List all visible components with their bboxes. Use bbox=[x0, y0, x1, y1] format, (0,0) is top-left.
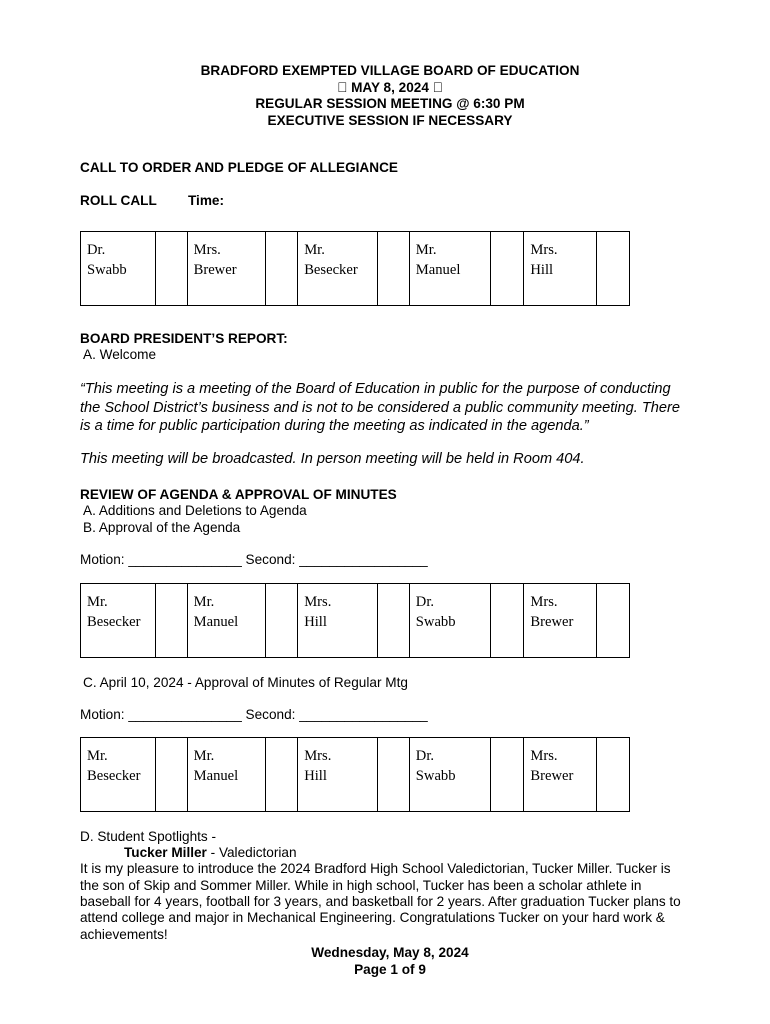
member-name: Besecker bbox=[304, 262, 358, 278]
member-name: Brewer bbox=[193, 262, 237, 278]
welcome-item: A. Welcome bbox=[83, 347, 157, 362]
roll-cell bbox=[410, 232, 491, 305]
member-name: Manuel bbox=[193, 614, 239, 630]
review-item-a: A. Additions and Deletions to Agenda bbox=[83, 503, 307, 518]
roll-cell bbox=[524, 738, 597, 811]
motion-line-1: Motion: _______________ Second: _________________ bbox=[80, 552, 428, 567]
member-title: Mrs. bbox=[304, 594, 332, 610]
roll-cell bbox=[410, 738, 491, 811]
broadcast-note: This meeting will be broadcasted. In person meeting will be held in Room 404. bbox=[80, 451, 585, 467]
vote-box bbox=[597, 232, 629, 305]
member-title: Mrs. bbox=[530, 594, 558, 610]
spotlight-body-line-5: achievements! bbox=[80, 927, 168, 942]
roll-call-label: ROLL CALL bbox=[80, 193, 157, 208]
spotlight-body-line-2: the son of Skip and Sommer Miller. While in high school, Tucker has been a scholar athlete in bbox=[80, 878, 642, 893]
vote-box bbox=[156, 232, 188, 305]
member-name: Swabb bbox=[415, 768, 456, 784]
executive-line: EXECUTIVE SESSION IF NECESSARY bbox=[267, 113, 513, 128]
roll-cell bbox=[81, 738, 156, 811]
roll-cell bbox=[524, 584, 597, 657]
vote-box bbox=[156, 738, 188, 811]
roll-call-table-1 bbox=[80, 231, 630, 306]
review-item-c: C. April 10, 2024 - Approval of Minutes of Regular Mtg bbox=[83, 675, 408, 690]
spotlight-item: D. Student Spotlights - bbox=[80, 829, 217, 844]
member-title: Dr. bbox=[87, 242, 106, 258]
vote-box bbox=[378, 738, 410, 811]
member-title: Mr. bbox=[193, 594, 215, 610]
roll-cell bbox=[188, 584, 267, 657]
student-name: Tucker Miller bbox=[124, 845, 207, 860]
vote-box bbox=[266, 232, 298, 305]
member-title: Mrs. bbox=[304, 748, 332, 764]
roll-cell bbox=[298, 738, 378, 811]
vote-box bbox=[378, 232, 410, 305]
member-name: Manuel bbox=[193, 768, 239, 784]
member-name: Besecker bbox=[87, 768, 141, 784]
roll-cell bbox=[81, 584, 156, 657]
member-name: Swabb bbox=[415, 614, 456, 630]
vote-box bbox=[378, 584, 410, 657]
vote-box bbox=[597, 738, 629, 811]
member-name: Hill bbox=[304, 768, 327, 784]
member-title: Dr. bbox=[415, 748, 435, 764]
member-title: Mr. bbox=[87, 748, 108, 764]
vote-box bbox=[156, 584, 188, 657]
roll-call-table-2 bbox=[80, 583, 630, 658]
org-title: BRADFORD EXEMPTED VILLAGE BOARD OF EDUCATION bbox=[200, 63, 580, 78]
call-to-order-heading: CALL TO ORDER AND PLEDGE OF ALLEGIANCE bbox=[80, 160, 398, 175]
member-name: Besecker bbox=[87, 614, 141, 630]
roll-cell bbox=[410, 584, 491, 657]
member-name: Hill bbox=[530, 262, 554, 278]
quote-line-1: “This meeting is a meeting of the Board of Education in public for the purpose of conducting bbox=[80, 381, 671, 397]
student-role: - Valedictorian bbox=[206, 845, 297, 860]
member-name: Swabb bbox=[87, 262, 127, 278]
president-report-heading: BOARD PRESIDENT’S REPORT: bbox=[80, 331, 288, 346]
member-title: Mrs. bbox=[530, 748, 558, 764]
member-title: Mr. bbox=[415, 242, 437, 258]
vote-box bbox=[491, 232, 525, 305]
member-title: Mrs. bbox=[530, 242, 558, 258]
vote-box bbox=[266, 738, 298, 811]
quote-line-2: the School District’s business and is not to be considered a public community meeting. There bbox=[80, 400, 681, 416]
member-name: Brewer bbox=[530, 768, 574, 784]
vote-box bbox=[491, 584, 525, 657]
roll-cell bbox=[524, 232, 597, 305]
vote-box bbox=[266, 584, 298, 657]
roll-call-table-3 bbox=[80, 737, 630, 812]
roll-cell bbox=[188, 232, 267, 305]
time-label: Time: bbox=[188, 193, 225, 208]
spotlight-body-line-1: It is my pleasure to introduce the 2024 Bradford High School Valedictorian, Tucker Miller. Tucker is bbox=[80, 861, 671, 876]
quote-line-3: is a time for public participation during the meeting as indicated in the agenda.” bbox=[80, 418, 589, 434]
spotlight-body-line-3: baseball for 4 years, football for 3 years, and basketball for 2 years. After graduation Tucker plans to bbox=[80, 894, 681, 909]
meeting-date: MAY 8, 2024 bbox=[351, 80, 429, 95]
member-title: Mr. bbox=[87, 594, 108, 610]
member-title: Dr. bbox=[415, 594, 435, 610]
vote-box bbox=[491, 738, 525, 811]
roll-cell bbox=[298, 232, 378, 305]
member-name: Manuel bbox=[415, 262, 461, 278]
member-title: Mrs. bbox=[193, 242, 221, 258]
spotlight-student bbox=[124, 845, 297, 860]
review-item-b: B. Approval of the Agenda bbox=[83, 520, 241, 535]
member-name: Brewer bbox=[530, 614, 574, 630]
vote-box bbox=[597, 584, 629, 657]
review-heading: REVIEW OF AGENDA & APPROVAL OF MINUTES bbox=[80, 487, 397, 502]
roll-cell bbox=[298, 584, 378, 657]
member-title: Mr. bbox=[304, 242, 325, 258]
session-line: REGULAR SESSION MEETING @ 6:30 PM bbox=[255, 96, 525, 111]
roll-cell bbox=[188, 738, 267, 811]
roll-cell bbox=[81, 232, 156, 305]
footer-page-number: Page 1 of 9 bbox=[354, 962, 426, 977]
member-title: Mr. bbox=[193, 748, 215, 764]
member-name: Hill bbox=[304, 614, 327, 630]
footer-date: Wednesday, May 8, 2024 bbox=[311, 945, 469, 960]
spotlight-body-line-4: attend college and major in Mechanical Engineering. Congratulations Tucker on your hard work & bbox=[80, 910, 665, 925]
motion-line-2: Motion: _______________ Second: _________________ bbox=[80, 707, 428, 722]
